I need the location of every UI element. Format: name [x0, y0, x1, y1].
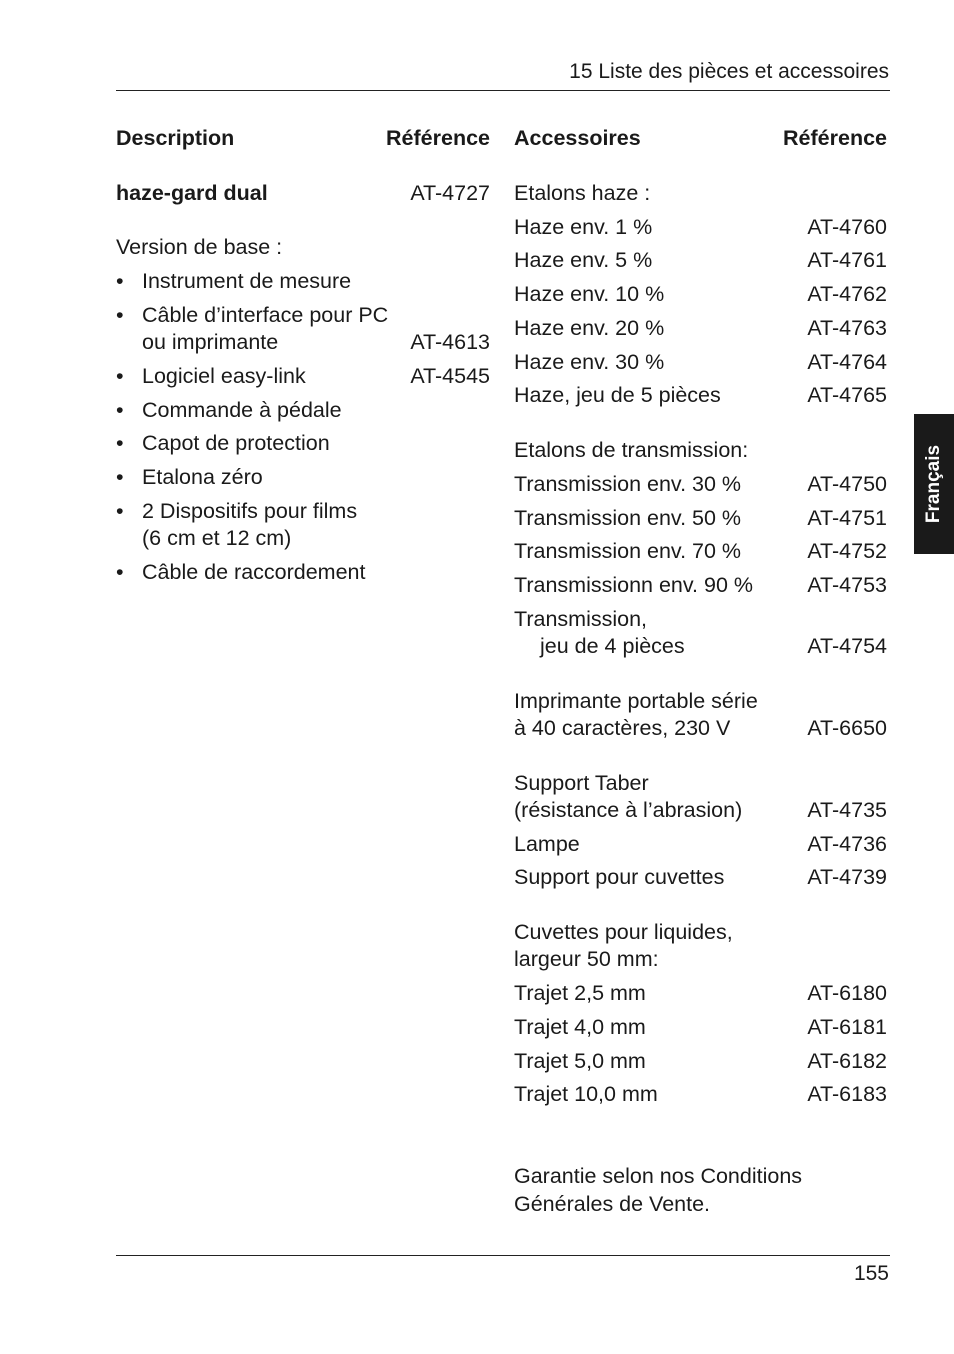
bullet: •: [116, 560, 124, 584]
cuvette-support-label: Support pour cuvettes: [514, 865, 725, 889]
haze-ref: AT-4762: [807, 282, 887, 306]
printer-ref: AT-6650: [807, 716, 887, 740]
lamp-ref: AT-4736: [807, 832, 887, 856]
haze-ref: AT-4761: [807, 248, 887, 272]
printer-line1: Imprimante portable série: [514, 689, 758, 713]
cuvette-ref: AT-6180: [807, 981, 887, 1005]
cuvettes-heading-line2: largeur 50 mm:: [514, 947, 659, 971]
trans-set-ref: AT-4754: [807, 634, 887, 658]
haze-item: Haze env. 20 %: [514, 316, 665, 340]
haze-item: Haze env. 10 %: [514, 282, 665, 306]
trans-item: Transmission env. 50 %: [514, 506, 742, 530]
trans-item: Transmission env. 70 %: [514, 539, 742, 563]
trans-heading: Etalons de transmission:: [514, 438, 749, 462]
bullet: •: [116, 269, 124, 293]
col-description-heading: Description: [116, 126, 235, 150]
list-item: Instrument de mesure: [142, 269, 352, 293]
cuvette-item: Trajet 2,5 mm: [514, 981, 646, 1005]
haze-item: Haze, jeu de 5 pièces: [514, 383, 721, 407]
trans-ref: AT-4753: [807, 573, 887, 597]
haze-item: Haze env. 30 %: [514, 350, 665, 374]
trans-set-line1: Transmission,: [514, 607, 648, 631]
haze-ref: AT-4765: [807, 383, 887, 407]
bullet: •: [116, 465, 124, 489]
base-version-label: Version de base :: [116, 235, 283, 259]
cuvette-ref: AT-6183: [807, 1082, 887, 1106]
list-item: Câble d’interface pour PC: [142, 303, 389, 327]
trans-item: Transmissionn env. 90 %: [514, 573, 753, 597]
trans-set-line2: jeu de 4 pièces: [540, 634, 685, 658]
warranty-line2: Générales de Vente.: [514, 1192, 711, 1216]
trans-ref: AT-4751: [807, 506, 887, 530]
list-item: Câble de raccordement: [142, 560, 366, 584]
haze-heading: Etalons haze :: [514, 181, 651, 205]
list-item: Logiciel easy-link: [142, 364, 306, 388]
lamp-label: Lampe: [514, 832, 580, 856]
haze-ref: AT-4763: [807, 316, 887, 340]
product-ref: AT-4727: [410, 181, 490, 205]
list-item-cont: ou imprimante: [142, 330, 279, 354]
cuvette-ref: AT-6182: [807, 1049, 887, 1073]
taber-ref: AT-4735: [807, 798, 887, 822]
bullet: •: [116, 303, 124, 327]
trans-ref: AT-4752: [807, 539, 887, 563]
col-accessories-heading: Accessoires: [514, 126, 641, 150]
haze-ref: AT-4760: [807, 215, 887, 239]
col-reference-heading-left: Référence: [386, 126, 490, 150]
bullet: •: [116, 398, 124, 422]
item-ref: AT-4545: [410, 364, 490, 388]
col-reference-heading-right: Référence: [783, 126, 887, 150]
bullet: •: [116, 431, 124, 455]
cuvettes-heading-line1: Cuvettes pour liquides,: [514, 920, 733, 944]
list-item: 2 Dispositifs pour films: [142, 499, 358, 523]
cuvette-item: Trajet 10,0 mm: [514, 1082, 658, 1106]
cuvette-ref: AT-6181: [807, 1015, 887, 1039]
item-ref: AT-4613: [410, 330, 490, 354]
printer-line2: à 40 caractères, 230 V: [514, 716, 731, 740]
product-name: haze-gard dual: [116, 181, 268, 205]
language-tab-label: Français: [923, 444, 944, 524]
cuvette-support-ref: AT-4739: [807, 865, 887, 889]
taber-line1: Support Taber: [514, 771, 649, 795]
trans-ref: AT-4750: [807, 472, 887, 496]
warranty-line1: Garantie selon nos Conditions: [514, 1164, 803, 1188]
list-item: Commande à pédale: [142, 398, 342, 422]
bullet: •: [116, 364, 124, 388]
section-title: 15 Liste des pièces et accessoires: [569, 60, 889, 83]
bullet: •: [116, 499, 124, 523]
list-item: Capot de protection: [142, 431, 330, 455]
list-item-cont: (6 cm et 12 cm): [142, 526, 292, 550]
header-rule: [116, 90, 890, 91]
list-item: Etalona zéro: [142, 465, 263, 489]
trans-item: Transmission env. 30 %: [514, 472, 742, 496]
footer-rule: [116, 1255, 890, 1256]
haze-ref: AT-4764: [807, 350, 887, 374]
taber-line2: (résistance à l’abrasion): [514, 798, 743, 822]
language-tab: [914, 414, 954, 554]
haze-item: Haze env. 5 %: [514, 248, 653, 272]
page-number: 155: [853, 1262, 889, 1285]
cuvette-item: Trajet 4,0 mm: [514, 1015, 646, 1039]
cuvette-item: Trajet 5,0 mm: [514, 1049, 646, 1073]
haze-item: Haze env. 1 %: [514, 215, 653, 239]
